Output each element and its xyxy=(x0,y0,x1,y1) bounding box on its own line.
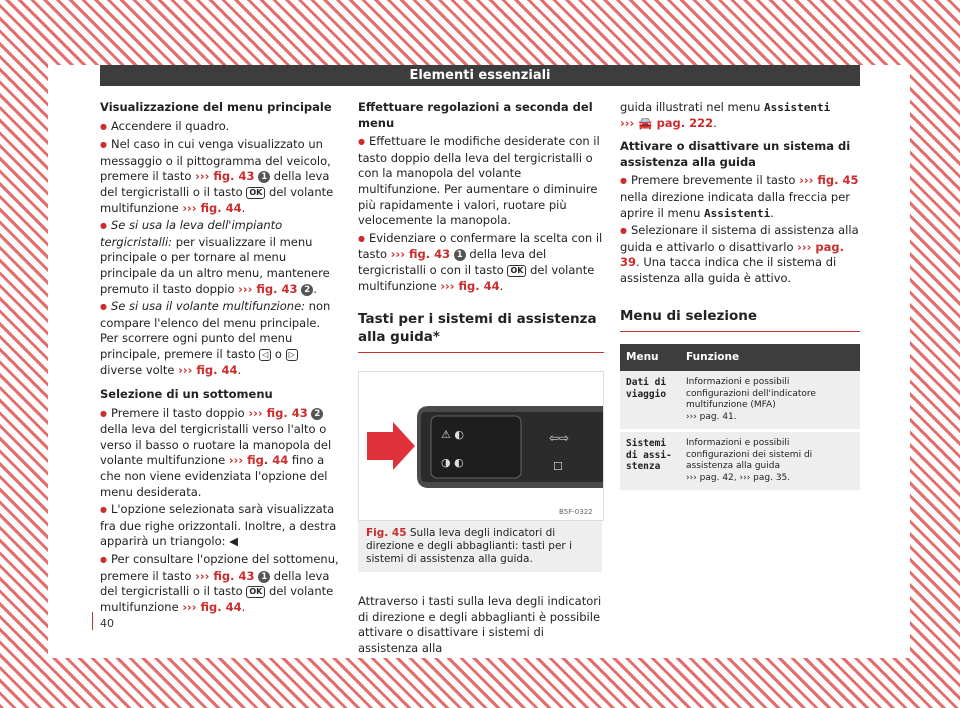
heading-settings: Effettuare regolazioni a seconda del menu xyxy=(358,100,593,130)
column-1 xyxy=(100,100,340,617)
column-2 xyxy=(358,100,604,659)
ok-key-icon: OK xyxy=(246,187,265,199)
bullet-2: ● Evidenziare o confermare la scelta con il tasto ››› fig. 43 1 della leva del tergicristalli o con il tasto OK del volante multifunzione ››› fig. 44. xyxy=(358,231,604,294)
left-key-icon: ◁ xyxy=(259,349,271,361)
menu-table xyxy=(620,344,860,494)
heading-toggle-assist: Attivare o disattivare un sistema di assistenza alla guida xyxy=(620,139,851,169)
bullet-4: ● Se si usa il volante multifunzione: non compare l'elenco del menu principale. Per scorrere ogni punto del menu principale, premere il tasto ◁ o ▷ diverse volte ››› fig. 44. xyxy=(100,299,340,378)
callout-number: 1 xyxy=(258,171,270,183)
figure-45 xyxy=(358,371,604,521)
page-link[interactable]: pag. 222 xyxy=(652,115,714,130)
right-key-icon: ▷ xyxy=(286,349,298,361)
bullet-6: ● L'opzione selezionata sarà visualizzata fra due righe orizzontali. Inoltre, a destra apparirà un triangolo: ◀ xyxy=(100,502,340,550)
callout-number: 2 xyxy=(311,408,323,420)
bullet-2: ● Nel caso in cui venga visualizzato un messaggio o il pittogramma del veicolo, premere il tasto ››› fig. 43 1 della leva del tergicristalli o il tasto OK del volante multifunzione ››› fig. 44. xyxy=(100,137,340,216)
paragraph-assist: Attraverso i tasti sulla leva degli indicatori di direzione e degli abbaglianti è possibile attivare o disattivare i sistemi di assistenza alla xyxy=(358,594,602,655)
svg-text:⇦⇨: ⇦⇨ xyxy=(549,431,570,446)
fig-link[interactable]: ››› fig. 44 xyxy=(182,200,242,215)
callout-number: 2 xyxy=(301,284,313,296)
callout-number: 1 xyxy=(454,249,466,261)
bullet-1: ● Accendere il quadro. xyxy=(100,119,340,136)
table-row: Sistemi di assistenza Informazioni e possibili configurazioni dei sistemi di assistenza alla guida ››› pag. 42, ››› pag. 35. xyxy=(620,431,860,492)
heading-submenu: Selezione di un sottomenu xyxy=(100,387,273,402)
column-3 xyxy=(620,100,860,493)
page-number-rule xyxy=(92,612,93,630)
fig-link[interactable]: ››› fig. 43 xyxy=(390,247,451,262)
heading-main-menu: Visualizzazione del menu principale xyxy=(100,100,332,114)
fig-link[interactable]: ››› fig. 44 xyxy=(178,362,238,377)
fig-link[interactable]: ››› fig. 44 xyxy=(440,278,500,293)
fig-link[interactable]: ››› fig. 43 xyxy=(195,169,255,184)
ok-key-icon: OK xyxy=(246,586,265,598)
bullet-1: ● Effettuare le modifiche desiderate con il tasto doppio della leva del tergicristalli o con la manopola del volante multifunzione. Per aumentare o diminuire più rapidamente i valori, ruotare più velocemente la manopola. xyxy=(358,134,604,229)
bullet-7: ● Per consultare l'opzione del sottomenu, premere il tasto ››› fig. 43 1 della leva del tergicristalli o il tasto OK del volante multifunzione ››› fig. 44. xyxy=(100,552,340,615)
bullet-2: ● Selezionare il sistema di assistenza alla guida e attivarlo o disattivarlo ››› pag. 39. Una tacca indica che il sistema di assistenza alla guida è attivo. xyxy=(620,223,860,286)
bullet-1: ● Premere brevemente il tasto ››› fig. 45 nella direzione indicata dalla freccia per aprire il menu Assistenti. xyxy=(620,173,860,221)
col-header-function: Funzione xyxy=(680,344,860,372)
svg-text:B5F-0322: B5F-0322 xyxy=(559,508,593,517)
fig-link[interactable]: ››› fig. 44 xyxy=(228,453,289,468)
col-header-menu: Menu xyxy=(620,344,680,372)
paragraph-continued: guida illustrati nel menu Assistenti ››› 🚘 pag. 222. xyxy=(620,100,831,130)
fig-link[interactable]: ››› fig. 43 xyxy=(248,405,308,420)
page-link[interactable]: ››› pag. 39 xyxy=(620,239,844,270)
page-number: 40 xyxy=(100,617,114,630)
page-header: Elementi essenziali xyxy=(100,65,860,86)
figure-caption: Fig. 45 Sulla leva degli indicatori di direzione e degli abbaglianti: tasti per i sistemi di assistenza alla guida. xyxy=(358,521,602,572)
fig-link[interactable]: ››› fig. 45 xyxy=(799,173,859,188)
bullet-5: ● Premere il tasto doppio ››› fig. 43 2 della leva del tergicristalli verso l'alto o verso il basso o ruotare la manopola del volante multifunzione ››› fig. 44 fino a che non viene evidenziata l'opzione del menu desiderata. xyxy=(100,406,340,501)
fig-link[interactable]: ››› fig. 43 xyxy=(195,568,255,583)
svg-text:⚠ ◐: ⚠ ◐ xyxy=(441,428,464,442)
fig-link[interactable]: ››› fig. 43 xyxy=(238,281,298,296)
svg-text:☐: ☐ xyxy=(553,460,563,474)
callout-number: 1 xyxy=(258,571,270,583)
fig-link[interactable]: ››› fig. 44 xyxy=(182,599,242,614)
section-title-menu: Menu di selezione xyxy=(620,307,860,332)
table-row: Dati di viaggio Informazioni e possibili configurazioni dell'indicatore multifunzione (MFA) ››› pag. 41. xyxy=(620,371,860,431)
lever-illustration xyxy=(359,372,603,520)
bullet-3: ● Se si usa la leva dell'impianto tergicristalli: per visualizzare il menu principale o per tornare al menu principale da un altro menu, mantenere premuto il tasto doppio ››› fig. 43 2 . xyxy=(100,218,340,297)
ok-key-icon: OK xyxy=(507,265,526,277)
section-title-assist-keys: Tasti per i sistemi di assistenza alla guida* xyxy=(358,310,604,353)
svg-text:◑ ◐: ◑ ◐ xyxy=(441,456,464,470)
car-icon: 🚘 xyxy=(638,115,653,130)
